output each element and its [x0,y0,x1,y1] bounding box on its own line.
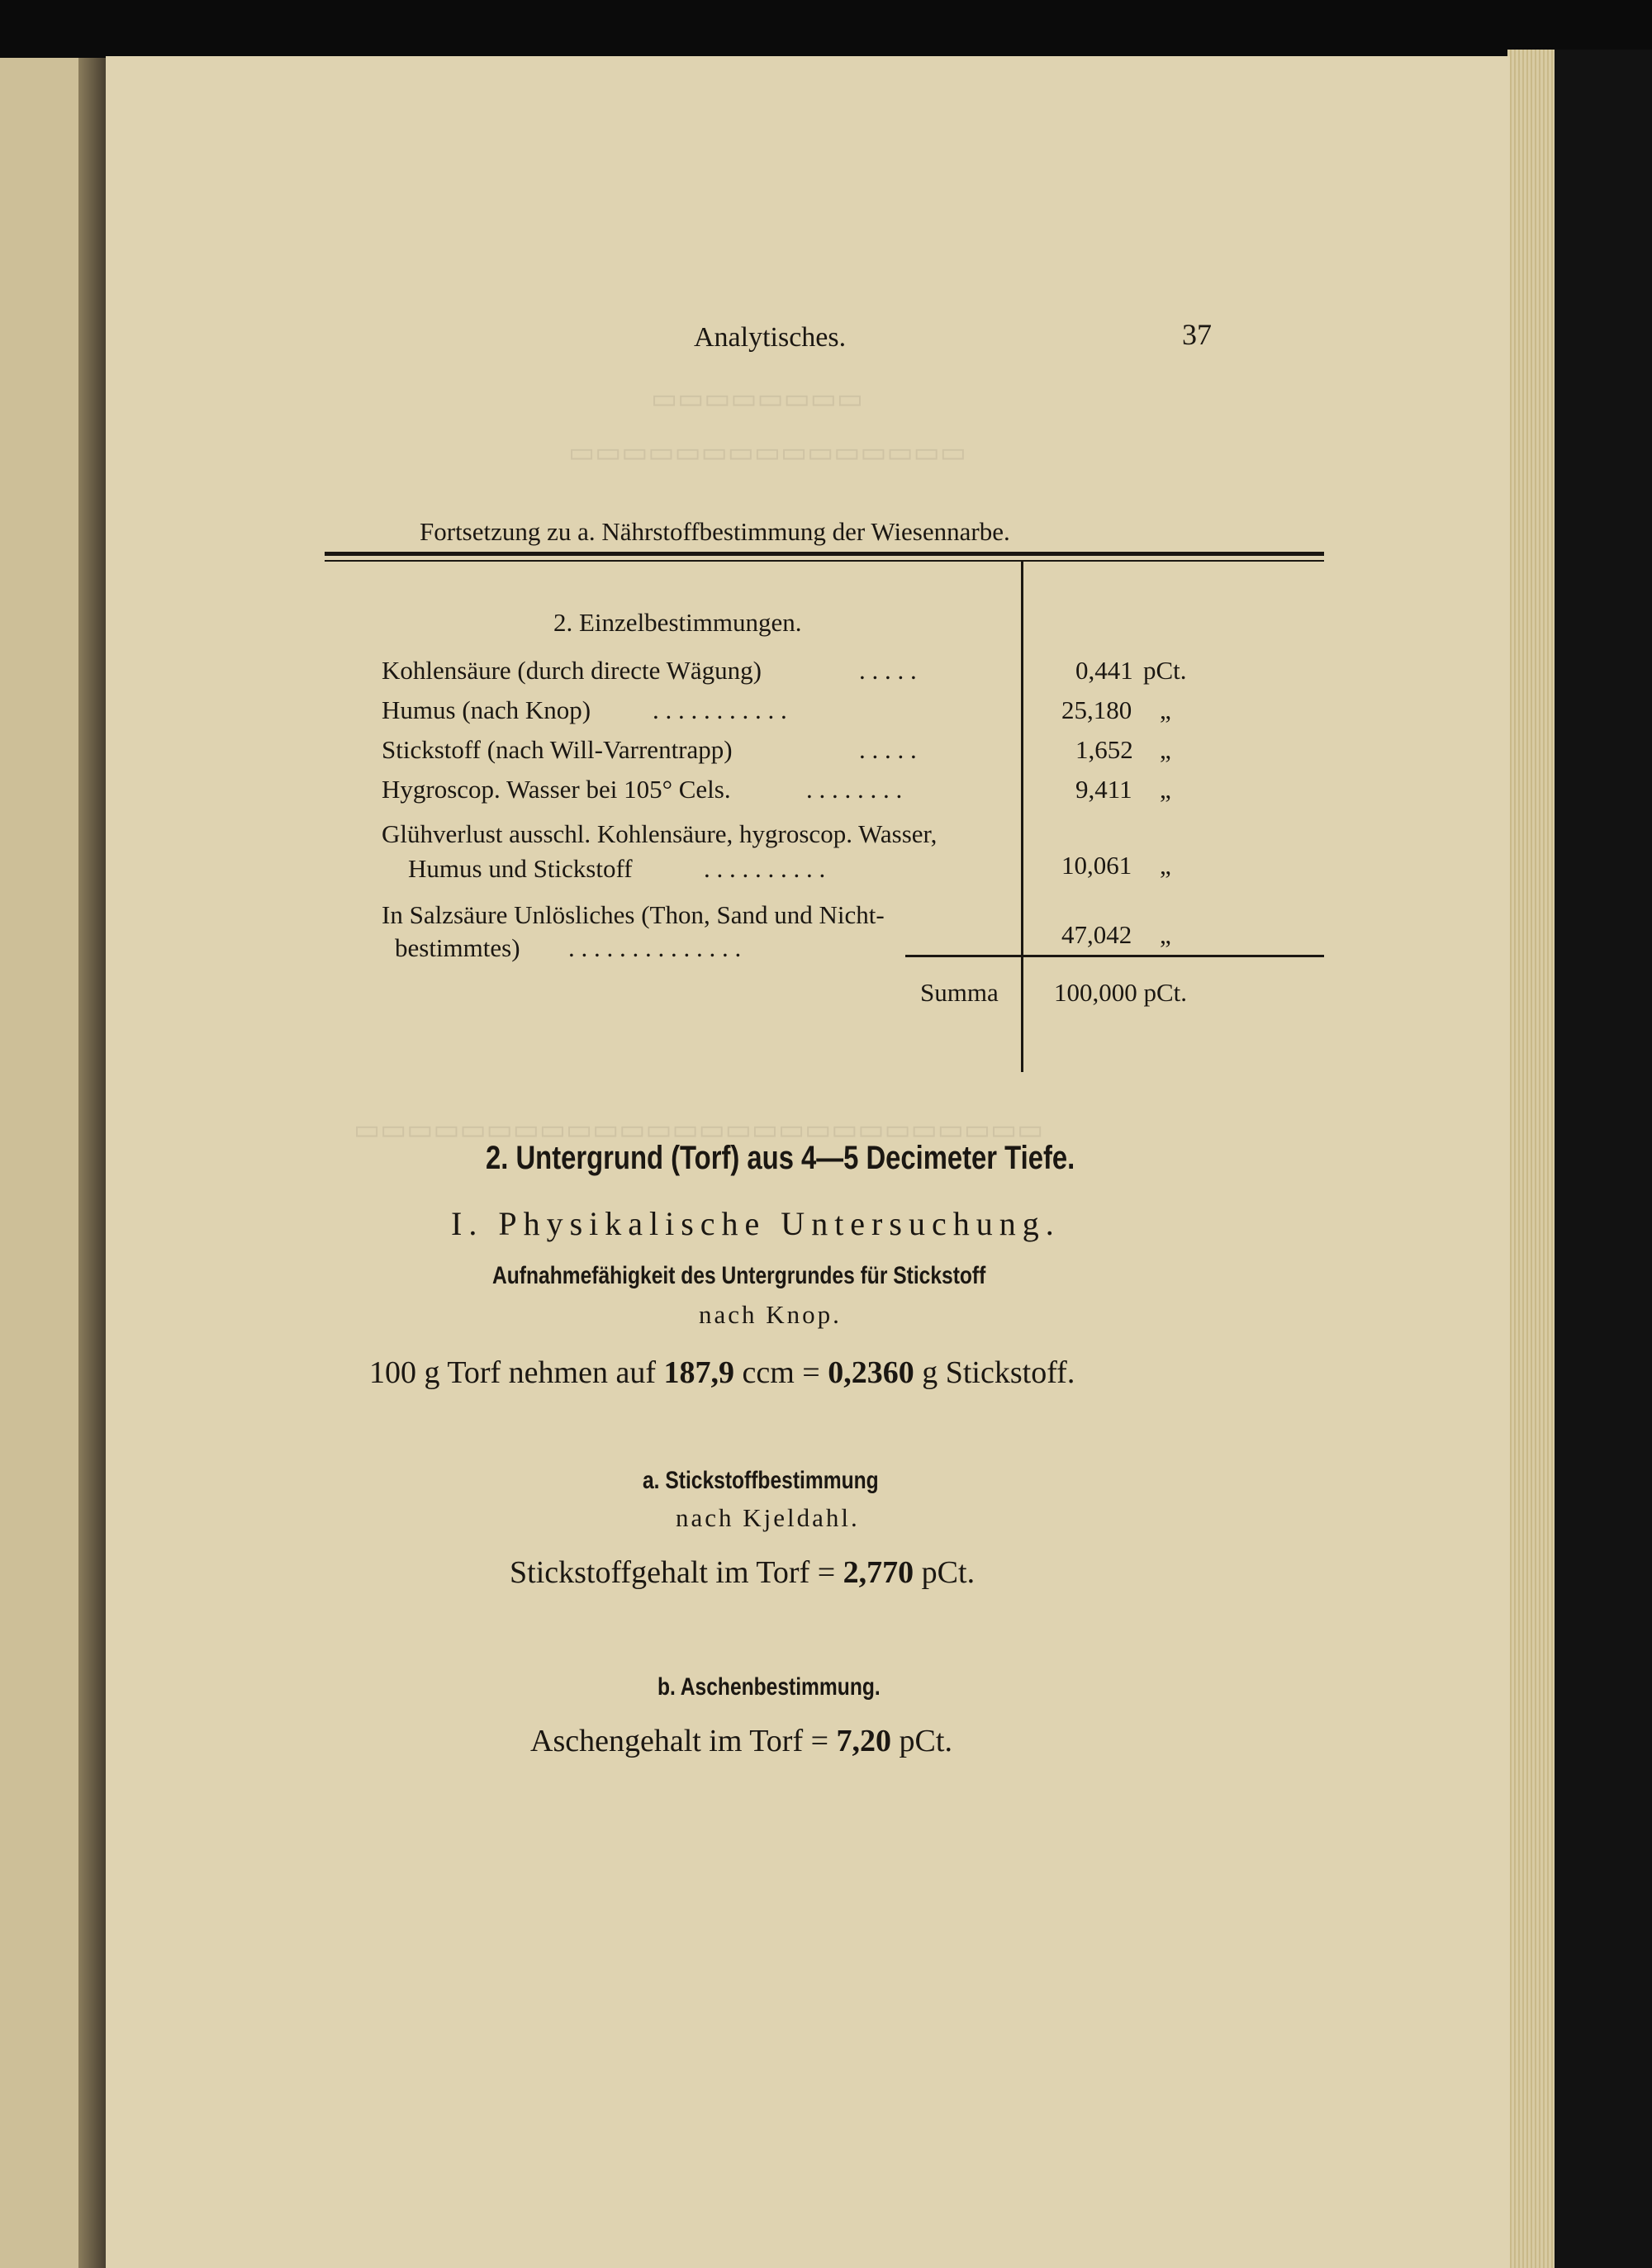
leader-dots: . . . . . . . . . . [704,854,826,883]
table-row-value: 0,441 [1075,656,1133,685]
table-row-label: Hygroscop. Wasser bei 105° Cels. [382,775,731,804]
page-block-edges [1507,50,1557,2268]
page-number: 37 [1182,318,1212,351]
table-row-unit: „ [1160,775,1171,804]
table-row-unit: „ [1160,695,1171,724]
table-row-unit: „ [1160,851,1171,880]
table-row-label: Kohlensäure (durch directe Wägung) [382,656,762,685]
leader-dots: . . . . . . . . . . . [653,695,787,724]
book-cover [1555,50,1652,2268]
table-row-label: Glühverlust ausschl. Kohlensäure, hygroscop. Wasser, [382,819,938,848]
leader-dots: . . . . . . . . . . . . . . [568,933,742,962]
table-row-label-cont: Humus und Stickstoff [408,854,633,883]
table-row-value: 47,042 [1061,920,1132,949]
table-column-divider [1021,562,1023,1072]
table-top-rule [325,552,1324,556]
table-row-label-cont: bestimmtes) [395,933,520,962]
table-row-label: Humus (nach Knop) [382,695,591,724]
sum-value: 100,000 pCt. [1054,978,1188,1007]
subsection-a-subtitle: nach Kjeldahl. [676,1503,860,1532]
table-row-label: In Salzsäure Unlösliches (Thon, Sand und Nicht- [382,900,885,929]
table-row-unit: „ [1160,920,1171,949]
subsection-a-title: a. Stickstoffbestimmung [643,1467,879,1494]
table-caption: Fortsetzung zu a. Nährstoffbestimmung der Wiesennarbe. [420,517,1010,546]
table-row-unit: „ [1160,735,1171,764]
show-through: ▭▭▭▭▭▭▭▭▭▭▭▭▭▭▭▭▭▭▭▭▭▭▭▭▭▭ [354,1115,1044,1146]
table-section-title: 2. Einzelbestimmungen. [553,608,802,637]
absorption-result: 100 g Torf nehmen auf 187,9 ccm = 0,2360 g Stickstoff. [369,1355,1075,1390]
show-through: ▭▭▭▭▭▭▭▭ [651,384,863,415]
table-row-value: 9,411 [1075,775,1132,804]
table-row-value: 1,652 [1075,735,1133,764]
book-page [106,56,1510,2268]
table-row-value: 10,061 [1061,851,1132,880]
absorption-title: Aufnahmefähigkeit des Untergrundes für Stickstoff [492,1262,986,1289]
subsection-b-title: b. Aschenbestimmung. [657,1673,881,1701]
absorption-subtitle: nach Knop. [699,1300,842,1329]
sum-rule [905,955,1324,957]
section-title: 2. Untergrund (Torf) aus 4—5 Decimeter Tiefe. [486,1140,1075,1176]
running-title: Analytisches. [694,322,847,353]
sum-label: Summa [920,978,999,1007]
table-top-rule-thin [325,560,1324,562]
facing-page-edge [0,58,87,2268]
leader-dots: . . . . . [859,656,917,685]
leader-dots: . . . . . . . . [806,775,903,804]
nitrogen-result: Stickstoffgehalt im Torf = 2,770 pCt. [510,1555,976,1590]
part-heading: I. Physikalische Untersuchung. [451,1205,1061,1242]
table-row-unit: pCt. [1143,656,1187,685]
leader-dots: . . . . . [859,735,917,764]
ash-result: Aschengehalt im Torf = 7,20 pCt. [530,1724,952,1758]
table-row-value: 25,180 [1061,695,1132,724]
table-row-label: Stickstoff (nach Will-Varrentrapp) [382,735,733,764]
show-through: ▭▭▭▭▭▭▭▭▭▭▭▭▭▭▭ [568,438,966,468]
